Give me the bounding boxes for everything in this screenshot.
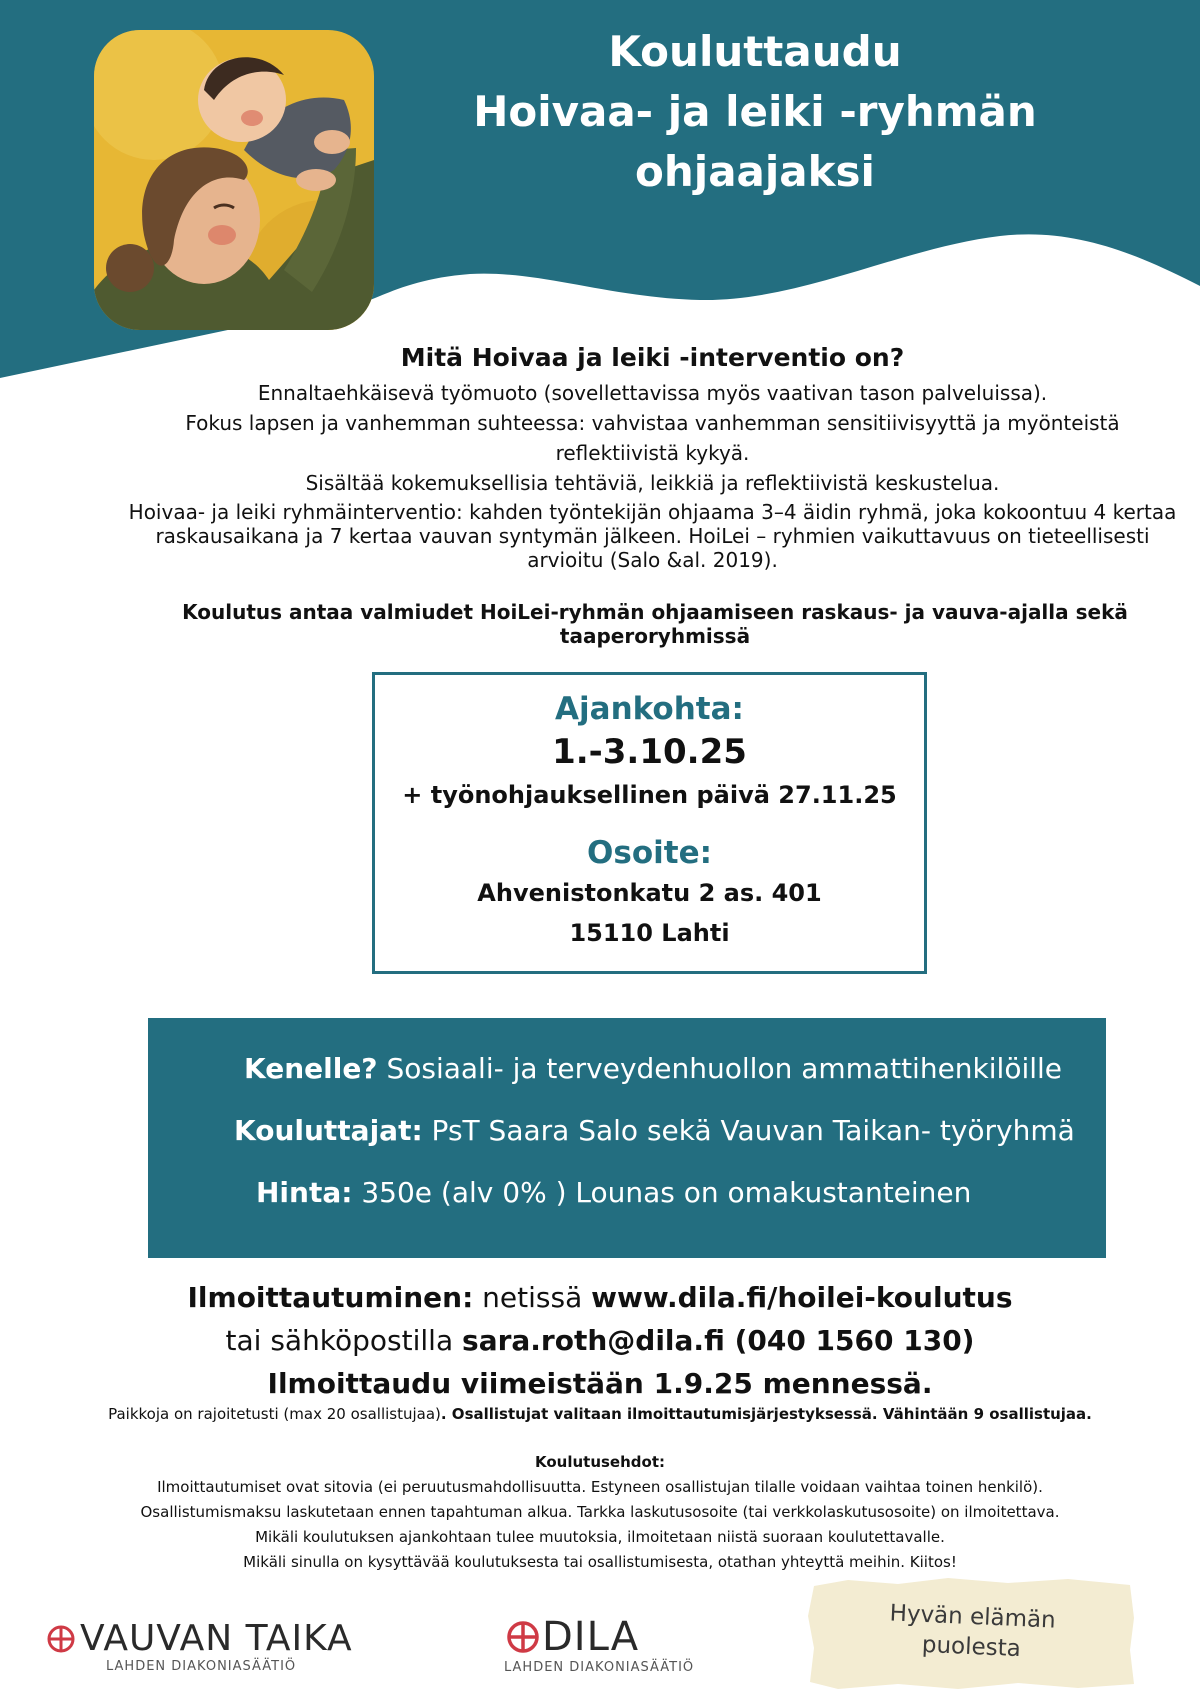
terms-line: Ilmoittautumiset ovat sitovia (ei peruutusmahdollisuutta. Estyneen osallistujan tilalle voidaan vaihtaa toinen henkilö). — [157, 1478, 1043, 1496]
registration-label: Ilmoittautuminen: — [187, 1281, 474, 1314]
audience-value: Sosiaali- ja terveydenhuollon ammattihenkilöille — [377, 1052, 1063, 1085]
terms-line: Mikäli koulutuksen ajankohtaan tulee muutoksia, ilmoitetaan niistä suoraan koulutettavalle. — [255, 1528, 945, 1546]
trainers-row — [234, 1114, 1075, 1147]
terms-section — [40, 1450, 1160, 1575]
price-value: 350e (alv 0% ) Lounas on omakustanteinen — [352, 1176, 972, 1209]
intro-line: Sisältää kokemuksellisia tehtäviä, leikkiä ja reflektiivistä keskustelua. — [305, 471, 1000, 495]
intro-line: Ennaltaehkäisevä työmuoto (sovellettavissa myös vaativan tason palveluissa). — [257, 381, 1048, 405]
price-label: Hinta: — [256, 1176, 353, 1209]
audience-row — [244, 1052, 1062, 1085]
deadline-text: Ilmoittaudu viimeistään 1.9.25 mennessä. — [267, 1367, 933, 1400]
registration-deadline — [60, 1362, 1140, 1405]
email-prefix: tai sähköpostilla — [225, 1324, 463, 1357]
terms-line: Osallistumismaksu laskutetaan ennen tapahtuman alkua. Tarkka laskutusosoite (tai verkkolaskutusosoite) on ilmoitettava. — [140, 1503, 1060, 1521]
cross-circle-icon — [46, 1624, 76, 1654]
trainers-value: PsT Saara Salo sekä Vauvan Taikan- työryhmä — [422, 1114, 1075, 1147]
title-line: Hoivaa- ja leiki -ryhmän — [473, 87, 1037, 136]
seats-limit: Paikkoja on rajoitetusti (max 20 osallistujaa) — [108, 1405, 441, 1423]
terms-line: Mikäli sinulla on kysyttävää koulutuksesta tai osallistumisesta, otathan yhteyttä meihin. Kiitos! — [243, 1553, 957, 1571]
seats-note — [40, 1404, 1160, 1424]
intro-body — [120, 378, 1185, 572]
price-row — [256, 1176, 971, 1209]
title-line: Kouluttaudu — [608, 27, 902, 76]
intro-line: Hoivaa- ja leiki ryhmäinterventio: kahden työntekijän ohjaama 3–4 äidin ryhmä, joka kokoontuu 4 kertaa raskausaikana ja 7 kertaa vauvan syntymän jälkeen. HoiLei – ryhmien vaikuttavuus on tieteellisesti arvioitu (Salo &al. 2019). — [128, 500, 1177, 572]
address-label: Osoite: — [587, 835, 712, 871]
extra-day: + työnohjauksellinen päivä 27.11.25 — [402, 781, 897, 809]
training-dates: 1.-3.10.25 — [552, 732, 747, 772]
seats-selection: . Osallistujat valitaan ilmoittautumisjärjestyksessä. Vähintään 9 osallistujaa. — [440, 1405, 1092, 1423]
audience-label: Kenelle? — [244, 1052, 378, 1085]
page-title — [430, 22, 1080, 202]
registration-email-line — [60, 1319, 1140, 1362]
info-panel — [148, 1018, 1106, 1258]
street-address: Ahvenistonkatu 2 as. 401 — [477, 879, 822, 907]
registration-web-line — [60, 1276, 1140, 1319]
registration-section — [60, 1276, 1140, 1405]
postal-address: 15110 Lahti — [569, 919, 730, 947]
schedule-box — [372, 672, 927, 974]
vauvan-taika-logo — [46, 1618, 353, 1674]
registration-url-link[interactable]: www.dila.fi/hoilei-koulutus — [591, 1281, 1013, 1314]
web-prefix: netissä — [473, 1281, 592, 1314]
email-contact-link[interactable]: sara.roth@dila.fi (040 1560 130) — [462, 1324, 975, 1357]
slogan-line: puolesta — [921, 1631, 1022, 1663]
intro-heading: Mitä Hoivaa ja leiki -interventio on? — [400, 343, 905, 372]
title-line: ohjaajaksi — [635, 147, 875, 196]
logo-name: DILA — [542, 1614, 640, 1660]
slogan-line: Hyvän elämän — [889, 1600, 1057, 1634]
trainers-label: Kouluttajat: — [234, 1114, 423, 1147]
cross-circle-icon — [506, 1620, 540, 1654]
logo-subtitle: LAHDEN DIAKONIASÄÄTIÖ — [106, 1659, 297, 1674]
logo-name: VAUVAN TAIKA — [80, 1618, 353, 1659]
intro-line: Fokus lapsen ja vanhemman suhteessa: vahvistaa vanhemman sensitiivisyyttä ja myönteistä — [185, 411, 1120, 435]
logo-subtitle: LAHDEN DIAKONIASÄÄTIÖ — [504, 1660, 695, 1675]
intro-line: reflektiivistä kykyä. — [555, 441, 750, 465]
time-label: Ajankohta: — [555, 691, 744, 727]
mother-lifting-baby-illustration — [94, 30, 374, 330]
slogan-note — [808, 1578, 1136, 1690]
training-goal: Koulutus antaa valmiudet HoiLei-ryhmän ohjaamiseen raskaus- ja vauva-ajalla sekä taaperoryhmissä — [182, 600, 1128, 648]
dila-logo — [506, 1614, 694, 1675]
terms-heading: Koulutusehdot: — [534, 1453, 665, 1471]
intro-section — [120, 338, 1185, 572]
